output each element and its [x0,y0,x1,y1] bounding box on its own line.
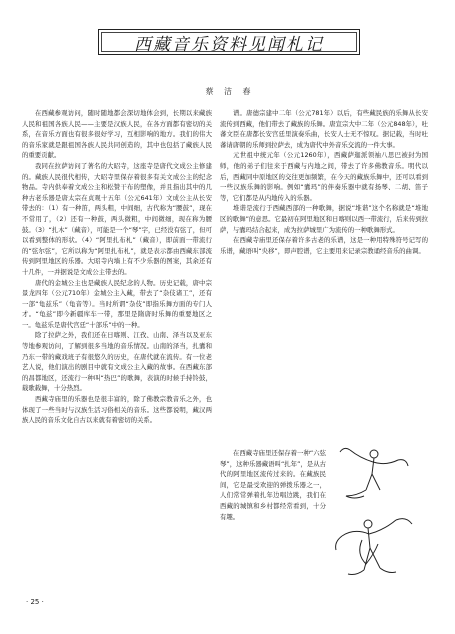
dancers-illustration [322,440,434,600]
paragraph: 除了拉萨之外，我们还在日喀则、江孜、山南、泽当以及亚东等地参观访问，了解到很多当地的音乐情况。山南的泽当，扎囊和乃东一带的藏戏班子有很悠久的历史，在唐代就在流传。有一位老艺人说，他们演出的剧目中就有文成公主入藏的故事。在西藏东部的昌都地区，还流行一种叫“热巴”的歌舞，表演的时候手持铃鼓，载歌载舞，十分热烈。 [22,331,212,393]
paragraph: 在西藏参观访问，随时随地都会深切地体会到，长期以来藏族人民和祖国各族人民——主要是汉族人民，在各方面都有密切的关系，在音乐方面也有很多很好学习，互相影响的地方。我们的伟大的音乐家就是跟祖国各族人民共同创造的，其中也包括了藏族人民的重要贡献。 [22,109,212,160]
paragraph: 我同在拉萨访问了著名的大昭寺，这座寺是唐代文成公主修建的。藏族人民很代相传，大昭寺里保存着很多有关文成公主的纪念物品。寺内供奉着文成公主和松赞干布的塑像，并且指出其中的几种古老乐器是唐太宗在贞观十五年（公元641年）文成公主从长安带去的：（1）有一种笛，两头粗，中间细，古代称为“腰鼓”，现在不常用了，（2）还有一种鼓，两头微粗，中间微细，现在称为腰鼓。（3）“扎木”（藏音），可能是一个“琴”字，已经没有弦了，但可以看到整体的形状。（4）“阿里扎布札”（藏音），即前面一带流行的“弦尔弦”，它所以称为“阿里扎布札”，就是表示都由西藏东部流传到阿里地区的乐器。大昭寺内墙上有不少乐器的图案，其余还有十几件，一并据说是文成公主带去的。 [22,161,212,276]
paragraph: 堆谐是流行于西藏西部的一种歌舞，据说“堆谐”这个名称就是“堆地区的歌舞”的意思。它最初在阿里地区和日喀则以西一带流行，后来传到拉萨，与囊玛结合起来，成为拉萨城里广为流传的一种歌舞形式。 [220,204,428,234]
article-title: 西藏音乐资料见闻札记 [134,34,324,55]
dancer-bottom-figure [336,519,412,575]
paragraph: 唐代的金城公主也是藏族人民纪念的人物。历史记载，唐中宗景龙四年（公元710年）金城公主入藏，带去了“杂伎诸工”，还有一部“龟兹乐”（龟音等）。当时所谓“杂伎”即指乐舞方面的专门人才。“龟兹”即今新疆库车一带，那里是隋唐时乐舞的重要地区之一。龟兹乐是唐代宫廷“十部乐”中的一种。 [22,278,212,329]
dancer-top-figure [340,448,408,498]
paragraph: 在西藏寺庙里还保存着一种“六弦琴”，这种乐器藏语叫“扎年”，是从古代的阿里地区流传过来的。在藏族民间，它是最受欢迎的弹拨乐器之一，人们常常弹着扎年边唱边跳，我们在西藏的城镇和乡村都经常看到，十分有趣。 [220,449,326,521]
title-frame [98,29,360,55]
author-name: 蔡 洁 春 [205,87,255,96]
paragraph: 元世祖中统元年（公元1260年），西藏萨迦派领袖八思巴被封为国师，他的弟子们往来于西藏与内地之间，带去了许多佛教音乐。明代以后，西藏同中原地区的交往更加频繁，在今天的藏族乐舞中，还可以看到一些汉族乐舞的影响。例如“囊玛”的伴奏乐器中就有扬琴、二胡、笛子等，它们都是从内地传入的乐器。 [220,151,428,202]
right-text-column [220,108,428,448]
left-text-column [22,108,212,578]
right-lower-text [220,448,326,576]
page-number: · 25 · [26,598,44,606]
paragraph: 在西藏寺庙里还保存着许多古老的乐谱，这是一种用特殊符号记写的乐谱，藏语叫“央移”，即声腔谱，它主要用来记录宗教诵经音乐的曲调。 [220,236,428,255]
paragraph: 西藏寺庙里的乐器也是很丰富的，除了佛教宗教音乐之外，也体现了一些当时与汉族生活习俗相关的音乐。这些都说明，藏汉两族人民的音乐文化自古以来就有着密切的关系。 [22,395,212,425]
paragraph: 谱。唐德宗建中二年（公元781年）以后，有些藏民族的乐舞从长安流传到西藏，他们带去了藏族的乐舞。唐宣宗大中二年（公元848年），吐蕃文臣在唐都长安宫廷里演奏乐曲，长安人士无不惊叹。据记载，当时吐蕃请唐朝的乐师到拉萨去，成为唐代中外音乐交流的一件大事。 [220,109,428,149]
